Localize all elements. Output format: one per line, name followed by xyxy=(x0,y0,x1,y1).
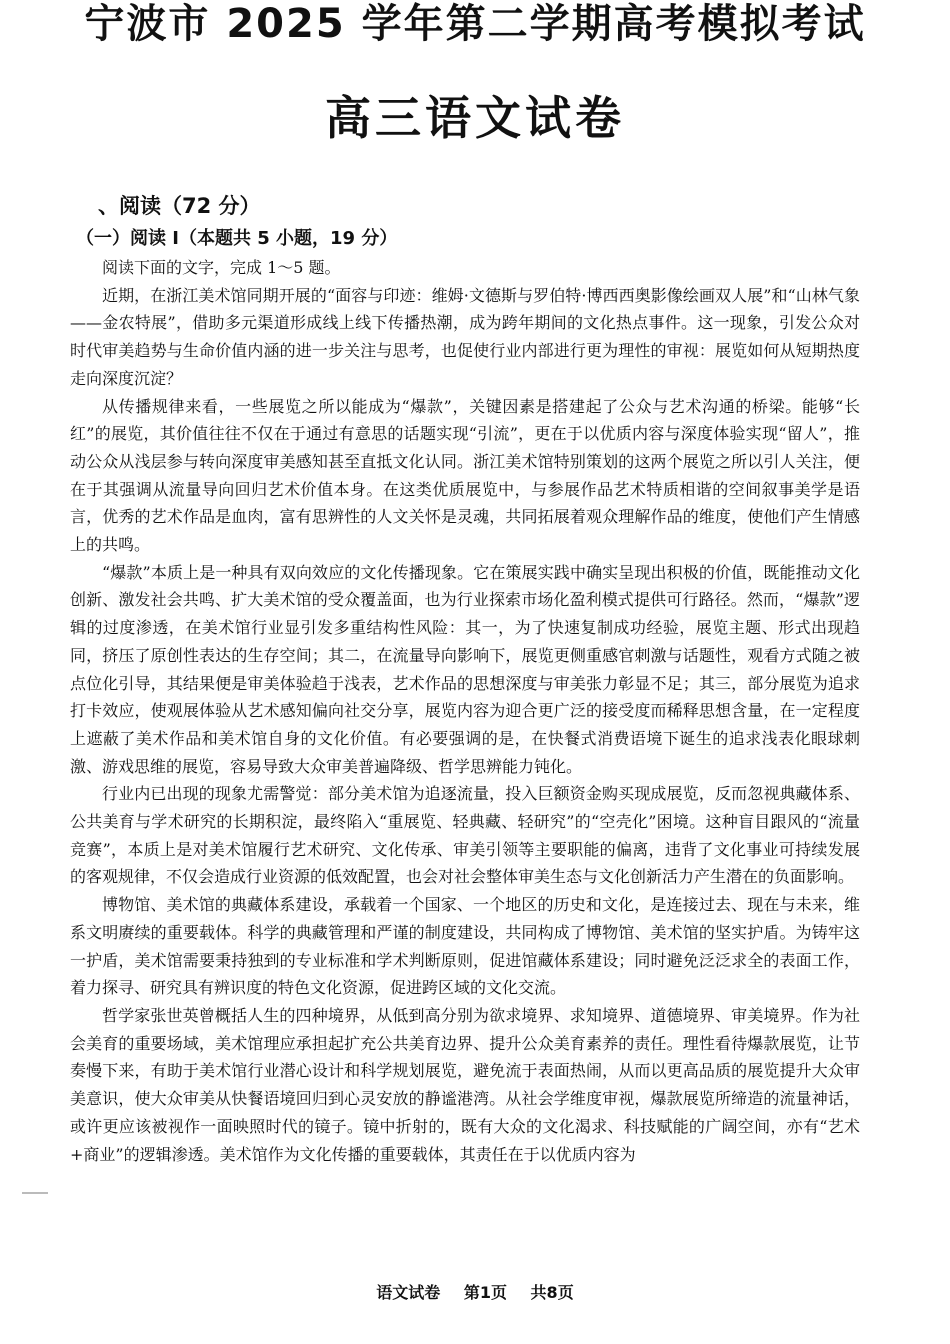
page-footer: 语文试卷 第1页 共8页 xyxy=(376,1283,574,1302)
cutoff-exam-header xyxy=(0,0,950,62)
margin-mark xyxy=(22,1192,48,1194)
body-paragraph-6: 哲学家张世英曾概括人生的四种境界，从低到高分别为欲求境界、求知境界、道德境界、审美境界。作为社会美育的重要场域，美术馆理应承担起扩充公共美育边界、提升公众美育素养的责任。理性看待爆款展览，让节奏慢下来，有助于美术馆行业潜心设计和科学规划展览，避免流于表面热闹，从而以更高品质的展览提升大众审美意识，使大众审美从快餐语境回归到心灵安放的静谧港湾。从社会学维度审视，爆款展览所缔造的流量神话，或许更应该被视作一面映照时代的镜子。镜中折射的，既有大众的文化渴求、科技赋能的广阔空间，亦有“艺术+商业”的逻辑渗透。美术馆作为文化传播的重要载体，其责任在于以优质内容为 xyxy=(70,1005,860,1164)
body-paragraph-4: 行业内已出现的现象尤需警觉：部分美术馆为追逐流量，投入巨额资金购买现成展览，反而忽视典藏体系、公共美育与学术研究的长期积淀，最终陷入“重展览、轻典藏、轻研究”的“空壳化”困境。这种盲目跟风的“流量竞赛”，本质上是对美术馆履行艺术研究、文化传承、审美引领等主要职能的偏离，违背了文化事业可持续发展的客观规律，不仅会造成行业资源的低效配置，也会对社会整体审美生态与文化创新活力产生潜在的负面影响。 xyxy=(70,784,860,887)
body-paragraph-1: 近期，在浙江美术馆同期开展的“面容与印迹：维姆·文德斯与罗伯特·博西西奥影像绘画双人展”和“山林气象——金农特展”，借助多元渠道形成线上线下传播热潮，成为跨年期间的文化热点事件。这一现象，引发公众对时代审美趋势与生命价值内涵的进一步关注与思考，也促使行业内部进行更为理性的审视：展览如何从短期热度走向深度沉淀？ xyxy=(70,285,860,388)
reading-section xyxy=(70,188,860,1168)
body-paragraph-2: 从传播规律来看，一些展览之所以能成为“爆款”，关键因素是搭建起了公众与艺术沟通的桥梁。能够“长红”的展览，其价值往往不仅在于通过有意思的话题实现“引流”，更在于以优质内容与深度体验实现“留人”，推动公众从浅层参与转向深度审美感知甚至直抵文化认同。浙江美术馆特别策划的这两个展览之所以引人关注，便在于其强调从流量导向回归艺术价值本身。在这类优质展览中，与参展作品艺术特质相谐的空间叙事美学是语言，优秀的艺术作品是血肉，富有思辨性的人文关怀是灵魂，共同拓展着观众理解作品的维度，使他们产生情感上的共鸣。 xyxy=(70,396,860,555)
body-paragraph-5: 博物馆、美术馆的典藏体系建设，承载着一个国家、一个地区的历史和文化，是连接过去、现在与未来，维系文明赓续的重要载体。科学的典藏管理和严谨的制度建设，共同构成了博物馆、美术馆的坚实护盾。为铸牢这一护盾，美术馆需要秉持独到的专业标准和学术判断原则，促进馆藏体系建设；同时避免泛泛求全的表面工作，着力探寻、研究具有辨识度的特色文化资源，促进跨区域的文化交流。 xyxy=(70,895,860,998)
subsection-heading: （一）阅读 I（本题共 5 小题，19 分） xyxy=(76,228,398,249)
section-heading: 、阅读（72 分） xyxy=(98,194,261,218)
instruction-paragraph: 阅读下面的文字，完成 1～5 题。 xyxy=(102,258,341,277)
exam-series-title: 宁波市 2025 学年第二学期高考模拟考试 xyxy=(84,1,866,47)
body-paragraph-3: “爆款”本质上是一种具有双向效应的文化传播现象。它在策展实践中确实呈现出积极的价值，既能推动文化创新、激发社会共鸣、扩大美术馆的受众覆盖面，也为行业探索市场化盈利模式提供可行路径。然而，“爆款”逻辑的过度渗透，在美术馆行业显引发多重结构性风险：其一，为了快速复制成功经验，展览主题、形式出现趋同，挤压了原创性表达的生存空间；其二，在流量导向影响下，展览更侧重感官刺激与话题性，观看方式随之被点位化引导，其结果便是审美体验趋于浅表，艺术作品的思想深度与审美张力彰显不足；其三，部分展览为追求打卡效应，使观展体验从艺术感知偏向社交分享，展览内容为迎合更广泛的接受度而稀释思想含量，在一定程度上遮蔽了美术作品和美术馆自身的文化价值。有必要强调的是，在快餐式消费语境下诞生的追求浅表化眼球刺激、游戏思维的展览，容易导致大众审美普遍降级、哲学思辨能力钝化。 xyxy=(70,562,860,776)
exam-title: 高三语文试卷 xyxy=(325,91,625,145)
